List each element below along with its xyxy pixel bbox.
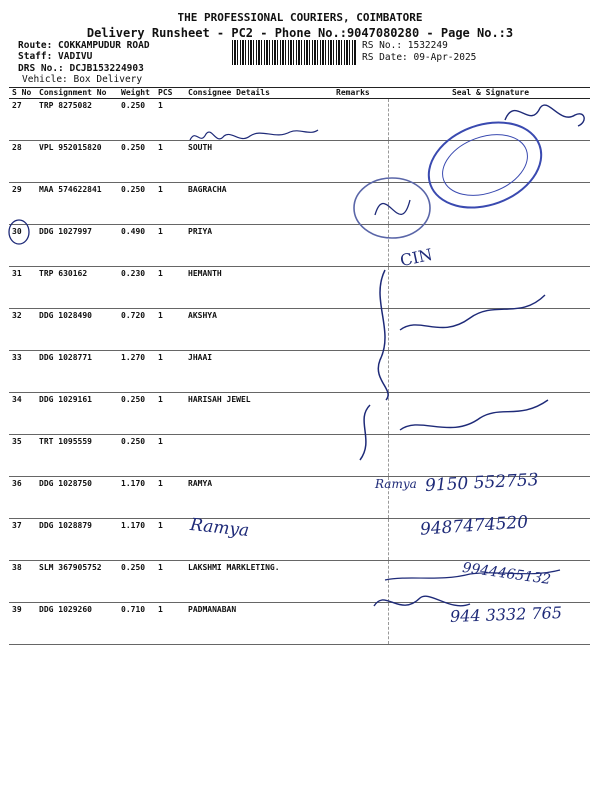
cell-seal-signature	[388, 99, 590, 141]
cell-pcs: 1	[155, 477, 185, 519]
cell-weight: 0.250	[118, 141, 155, 183]
cell-pcs: 1	[155, 99, 185, 141]
cell-consignee: BAGRACHA	[185, 183, 333, 225]
cell-consignee: RAMYA	[185, 477, 333, 519]
cell-consignment: TRP 630162	[36, 267, 118, 309]
cell-weight: 0.490	[118, 225, 155, 267]
cell-consignment: DDG 1029260	[36, 603, 118, 645]
cell-consignment: TRT 1095559	[36, 435, 118, 477]
cell-consignment: TRP 8275082	[36, 99, 118, 141]
cell-remarks	[333, 99, 388, 141]
cell-sno: 28	[9, 141, 36, 183]
runsheet-table	[9, 87, 590, 645]
cell-weight: 0.250	[118, 393, 155, 435]
col-remarks: Remarks	[333, 88, 388, 99]
cell-seal-signature	[388, 351, 590, 393]
cell-consignment: DDG 1027997	[36, 225, 118, 267]
cell-weight: 0.250	[118, 561, 155, 603]
cell-consignee: SOUTH	[185, 141, 333, 183]
cell-consignee: JHAAI	[185, 351, 333, 393]
cell-seal-signature	[388, 435, 590, 477]
cell-consignee: AKSHYA	[185, 309, 333, 351]
cell-remarks	[333, 351, 388, 393]
rs-date: RS Date: 09-Apr-2025	[362, 52, 477, 63]
cell-weight: 0.720	[118, 309, 155, 351]
cell-pcs: 1	[155, 183, 185, 225]
vehicle-label: Vehicle: Box Delivery	[22, 74, 143, 85]
drs-number: DRS No.: DCJB153224903	[18, 63, 144, 74]
cell-remarks	[333, 309, 388, 351]
cell-seal-signature	[388, 183, 590, 225]
cell-consignment: SLM 367905752	[36, 561, 118, 603]
table-header-row	[9, 88, 590, 99]
cell-weight: 0.250	[118, 183, 155, 225]
cell-sno: 34	[9, 393, 36, 435]
cell-consignment: DDG 1028750	[36, 477, 118, 519]
cell-pcs: 1	[155, 561, 185, 603]
cell-pcs: 1	[155, 267, 185, 309]
row37-phone: 9487474520	[419, 512, 529, 540]
table-row	[9, 183, 590, 225]
cell-consignment: DDG 1029161	[36, 393, 118, 435]
cell-sno: 38	[9, 561, 36, 603]
cell-weight: 0.710	[118, 603, 155, 645]
cell-sno: 29	[9, 183, 36, 225]
col-pcs: PCS	[155, 88, 185, 99]
cell-consignee: HEMANTH	[185, 267, 333, 309]
cell-remarks	[333, 519, 388, 561]
cell-weight: 1.170	[118, 477, 155, 519]
cell-pcs: 1	[155, 225, 185, 267]
cell-seal-signature	[388, 309, 590, 351]
cell-sno: 39	[9, 603, 36, 645]
cell-sno: 37	[9, 519, 36, 561]
cell-pcs: 1	[155, 435, 185, 477]
cell-consignee: PADMANABAN	[185, 603, 333, 645]
cell-remarks	[333, 183, 388, 225]
col-consignment: Consignment No	[36, 88, 118, 99]
cell-remarks	[333, 561, 388, 603]
table-row	[9, 99, 590, 141]
cell-consignment: DDG 1028490	[36, 309, 118, 351]
cell-consignment: MAA 574622841	[36, 183, 118, 225]
cell-pcs: 1	[155, 351, 185, 393]
cell-consignee: LAKSHMI MARKLETING.	[185, 561, 333, 603]
table-row	[9, 351, 590, 393]
row39-phone: 944 3332 765	[449, 603, 563, 626]
cell-consignee	[185, 99, 333, 141]
cell-sno: 27	[9, 99, 36, 141]
col-consignee: Consignee Details	[185, 88, 333, 99]
cell-consignment: DDG 1028879	[36, 519, 118, 561]
cell-pcs: 1	[155, 393, 185, 435]
cell-pcs: 1	[155, 519, 185, 561]
cell-pcs: 1	[155, 309, 185, 351]
col-weight: Weight	[118, 88, 155, 99]
cell-remarks	[333, 603, 388, 645]
cell-sno: 32	[9, 309, 36, 351]
cell-consignee: HARISAH JEWEL	[185, 393, 333, 435]
route-label: Route: COKKAMPUDUR ROAD	[18, 40, 150, 51]
cell-pcs: 1	[155, 141, 185, 183]
cell-remarks	[333, 225, 388, 267]
cell-remarks	[333, 141, 388, 183]
table-row	[9, 141, 590, 183]
cell-consignee	[185, 435, 333, 477]
cell-weight: 1.170	[118, 519, 155, 561]
rs-number: RS No.: 1532249	[362, 40, 448, 51]
cell-weight: 0.230	[118, 267, 155, 309]
cell-consignment: VPL 952015820	[36, 141, 118, 183]
cell-sno: 35	[9, 435, 36, 477]
table-row	[9, 393, 590, 435]
cell-sno: 31	[9, 267, 36, 309]
cell-weight: 1.270	[118, 351, 155, 393]
cell-seal-signature	[388, 393, 590, 435]
company-title: THE PROFESSIONAL COURIERS, COIMBATORE	[177, 11, 423, 24]
cell-sno: 36	[9, 477, 36, 519]
cell-remarks	[333, 393, 388, 435]
row31-note: CIN	[398, 244, 435, 271]
table-row	[9, 309, 590, 351]
cell-weight: 0.250	[118, 435, 155, 477]
runsheet-subtitle: Delivery Runsheet - PC2 - Phone No.:9047080280 - Page No.:3	[86, 26, 514, 40]
cell-consignee: PRIYA	[185, 225, 333, 267]
col-seal: Seal & Signature	[388, 88, 590, 99]
col-sno: S No	[9, 88, 36, 99]
cell-seal-signature	[388, 141, 590, 183]
table-row	[9, 435, 590, 477]
cell-remarks	[333, 435, 388, 477]
row36-signature: Ramya	[375, 477, 417, 491]
barcode	[232, 40, 356, 65]
table-row	[9, 267, 590, 309]
cell-remarks	[333, 267, 388, 309]
cell-seal-signature	[388, 267, 590, 309]
cell-sno: 33	[9, 351, 36, 393]
staff-label: Staff: VADIVU	[18, 51, 93, 62]
row38-phone: 9944465132	[461, 559, 552, 589]
cell-weight: 0.250	[118, 99, 155, 141]
cell-consignment: DDG 1028771	[36, 351, 118, 393]
row37-signature: Ramya	[189, 514, 251, 542]
table-row	[9, 225, 590, 267]
row36-phone: 9150 552753	[424, 470, 540, 496]
cell-pcs: 1	[155, 603, 185, 645]
cell-sno: 30	[9, 225, 36, 267]
